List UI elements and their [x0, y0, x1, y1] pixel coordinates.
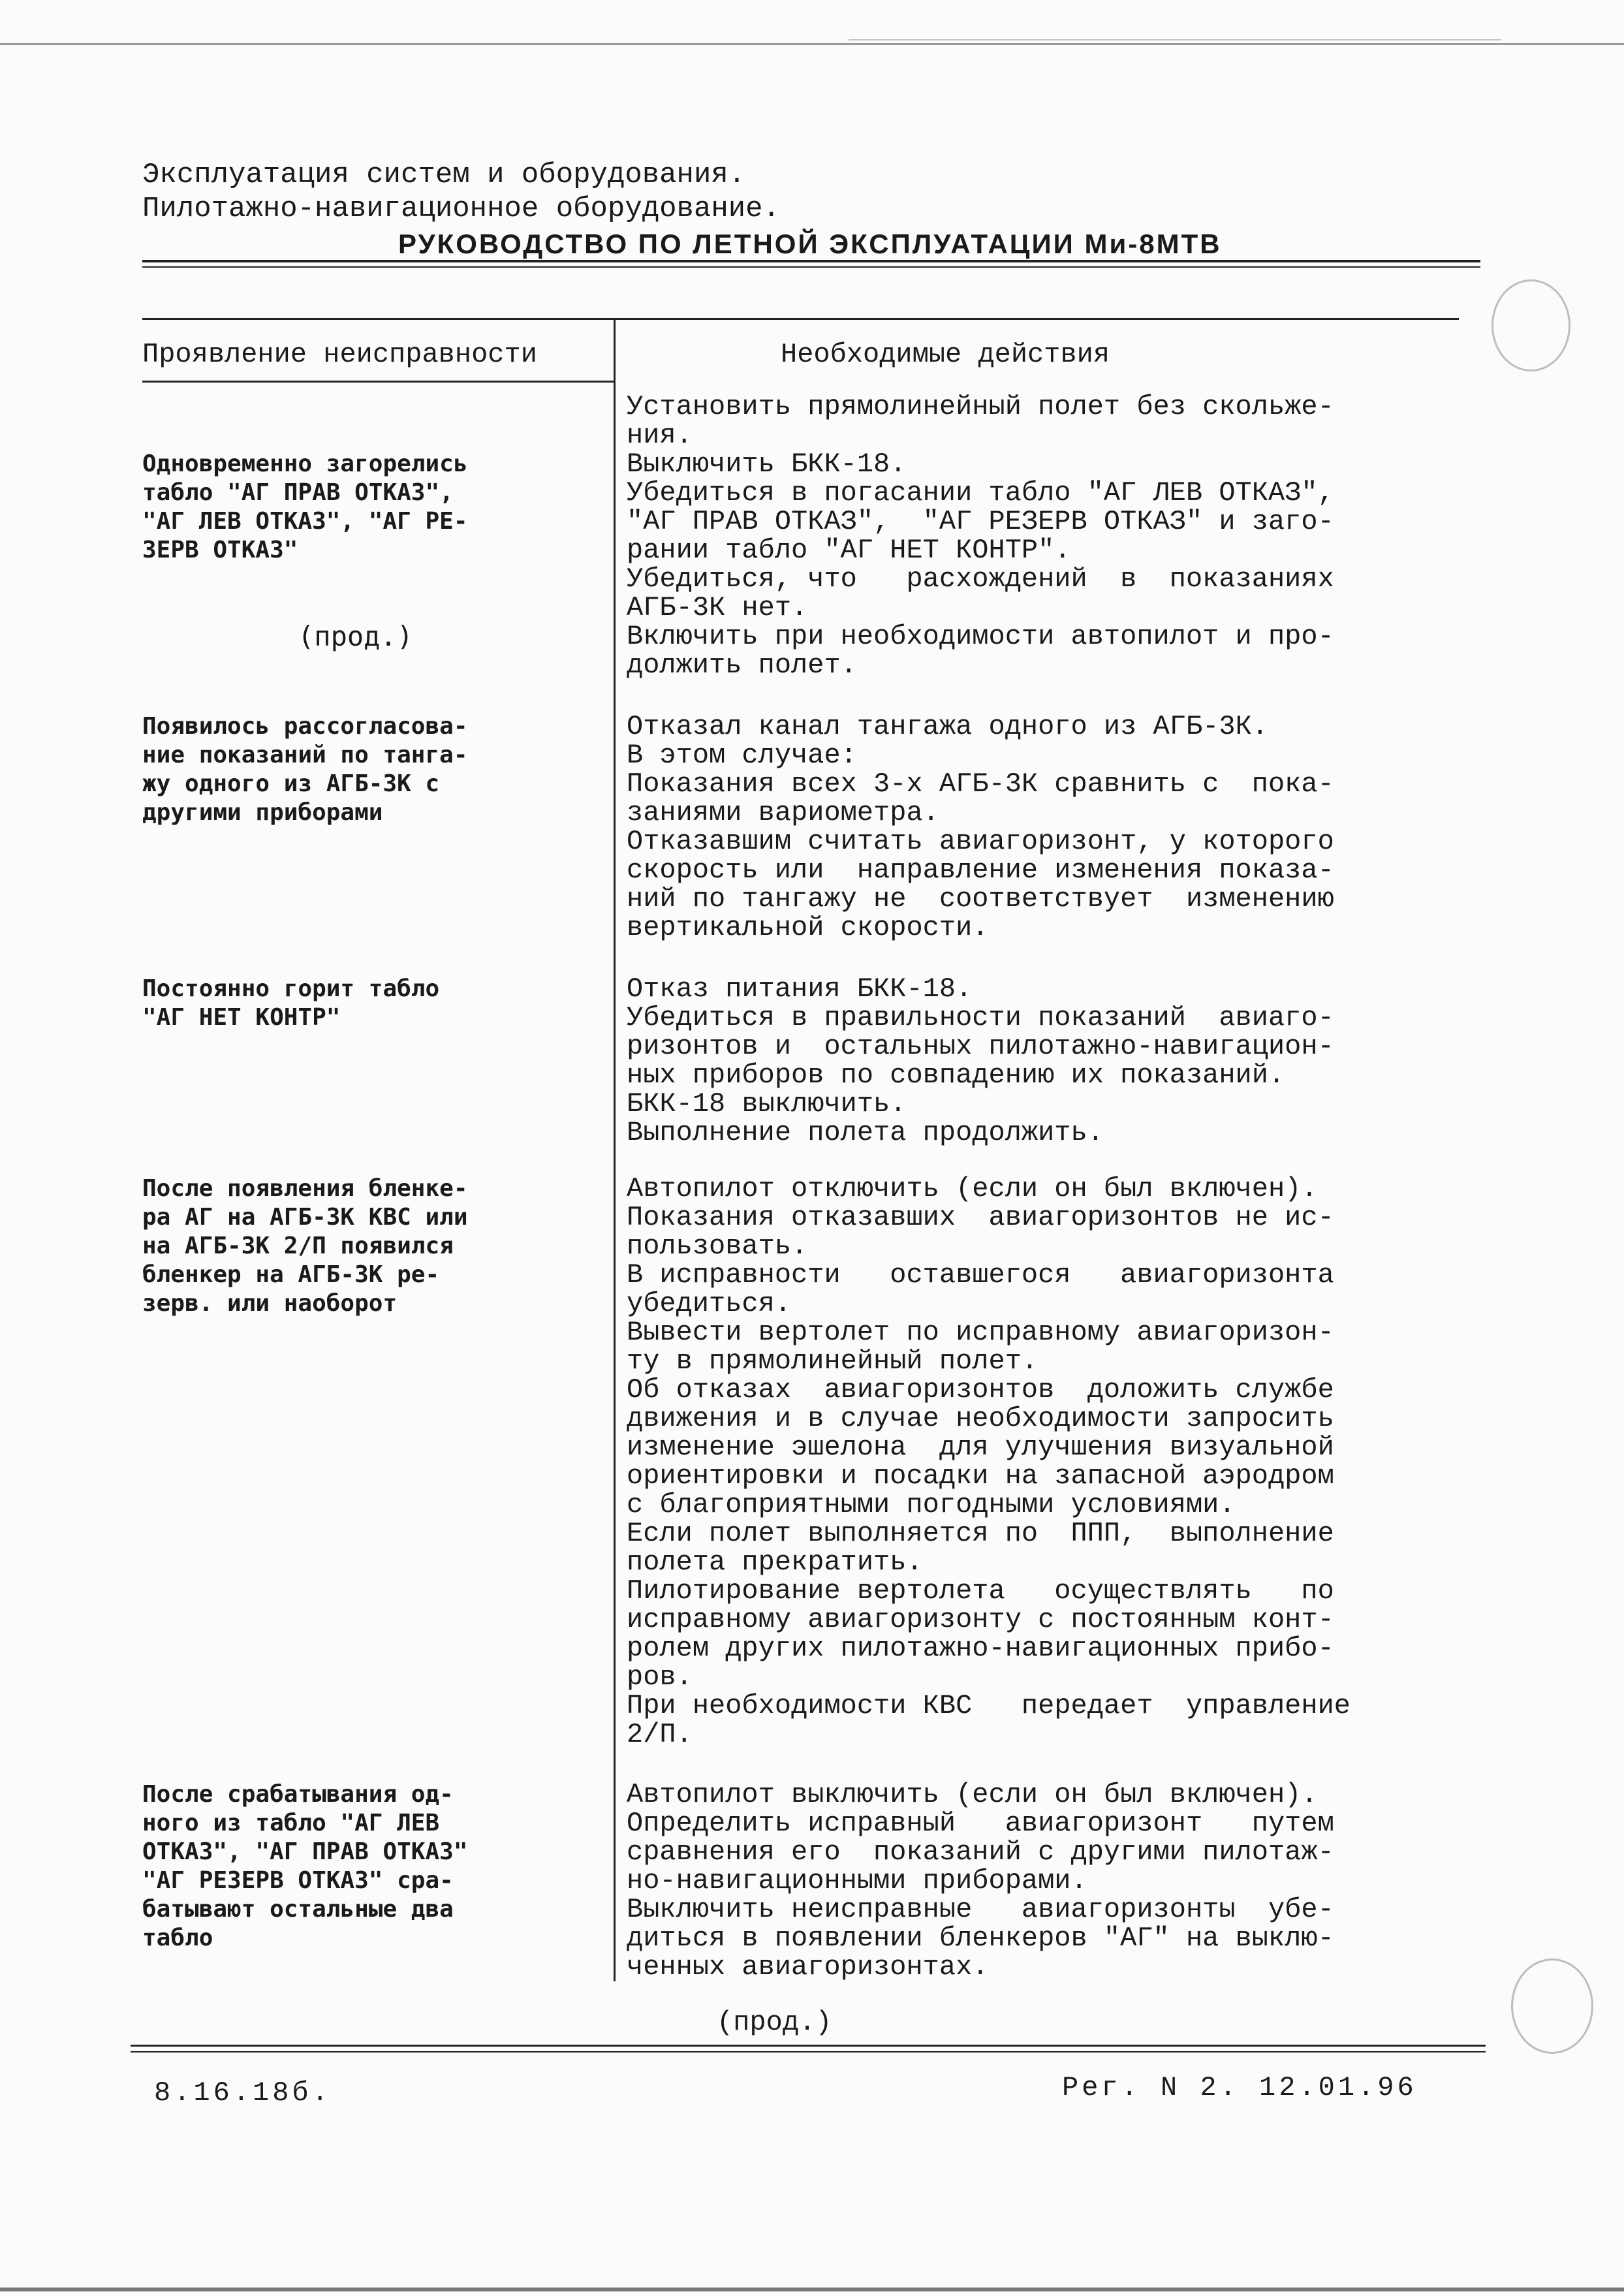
page-title: РУКОВОДСТВО ПО ЛЕТНОЙ ЭКСПЛУАТАЦИИ Ми-8МТВ	[398, 228, 1222, 259]
action-cell: Отказ питания БКК-18. Убедиться в правильности показаний авиаго- ризонтов и остальных пилотажно-навигацион- ных приборов по совпадению их показаний. БКК-18 выключить. Выполнение полета продолжить.	[627, 973, 1334, 1148]
column-divider	[614, 318, 616, 1981]
header-underline	[142, 381, 614, 383]
revision-info: Рег. N 2. 12.01.96	[1062, 2072, 1417, 2103]
header-rule-thin	[142, 266, 1480, 268]
fault-cell	[142, 392, 599, 708]
fault-text: Одновременно загорелись табло "АГ ПРАВ ОТКАЗ", "АГ ЛЕВ ОТКАЗ", "АГ РЕ- ЗЕРВ ОТКАЗ"	[142, 450, 468, 563]
fault-cell: Постоянно горит табло "АГ НЕТ КОНТР"	[142, 975, 440, 1031]
action-cell: Отказал канал тангажа одного из АГБ-3К. В этом случае: Показания всех 3-х АГБ-3К сравнить с пока- заниями вариометра. Отказавшим считать авиагоризонт, у которого скорость или направление изменения показа- ний по тангажу не соответствует изменению вертикальной скорости.	[627, 711, 1334, 943]
column-header-action: Необходимые действия	[781, 339, 1110, 370]
scan-edge-bottom	[0, 2288, 1624, 2291]
column-header-fault: Проявление неисправности	[142, 339, 537, 370]
header-section-line: Эксплуатация систем и оборудования.	[142, 159, 746, 191]
document-header	[142, 158, 1480, 262]
action-cell: Установить прямолинейный полет без скольже- ния. Выключить БКК-18. Убедиться в погасании табло "АГ ЛЕВ ОТКАЗ", "АГ ПРАВ ОТКАЗ", "АГ РЕЗЕРВ ОТКАЗ" и заго- рании табло "АГ НЕТ КОНТР". Убедиться, что расхождений в показаниях АГБ-3К нет. Включить при необходимости автопилот и про- должить полет.	[627, 391, 1334, 681]
table-top-border	[142, 318, 1459, 320]
punch-hole-bottom	[1511, 1958, 1593, 2054]
scan-edge-mark	[849, 39, 1501, 40]
action-cell: Автопилот отключить (если он был включен). Показания отказавших авиагоризонтов не ис- пользовать. В исправности оставшегося авиагоризонта убедиться. Вывести вертолет по исправному авиагоризон- ту в прямолинейный полет. Об отказах авиагоризонтов доложить службе движения и в случае необходимости запросить изменение эшелона для улучшения визуальной ориентировки и посадки на запасной аэродром с благоприятными погодными условиями. Если полет выполняется по ППП, выполнение полета прекратить. Пилотирование вертолета осуществлять по исправному авиагоризонту с постоянным конт- ролем других пилотажно-навигационных прибо- ров. При необходимости КВС передает управление 2/П.	[627, 1173, 1351, 1750]
scan-edge-line	[0, 43, 1624, 45]
footer-rule	[131, 2045, 1486, 2047]
fault-cell: Появилось рассогласова- ние показаний по танга- жу одного из АГБ-3К с другими приборами	[142, 713, 468, 826]
fault-cell: После появления бленке- ра АГ на АГБ-3К КВС или на АГБ-3К 2/П появился бленкер на АГБ-3К ре- зерв. или наоборот	[142, 1175, 468, 1317]
continued-label: (прод.)	[717, 2007, 832, 2038]
footer-rule-thin	[131, 2051, 1486, 2052]
fault-cell: После срабатывания од- ного из табло "АГ ЛЕВ ОТКАЗ", "АГ ПРАВ ОТКАЗ" "АГ РЕЗЕРВ ОТКАЗ" сра- батывают остальные два табло	[142, 1781, 468, 1951]
header-subsection-line: Пилотажно-навигационное оборудование.	[142, 193, 780, 225]
action-cell: Автопилот выключить (если он был включен). Определить исправный авиагоризонт путем сравнения его показаний с другими пилотаж- но-навигационными приборами. Выключить неисправные авиагоризонты убе- диться в появлении бленкеров "АГ" на выклю- ченных авиагоризонтах.	[627, 1779, 1334, 1983]
page-number: 8.16.18б.	[154, 2077, 332, 2109]
fault-continued-note: (прод.)	[298, 620, 414, 652]
punch-hole-top	[1491, 279, 1570, 371]
header-rule	[142, 260, 1480, 262]
